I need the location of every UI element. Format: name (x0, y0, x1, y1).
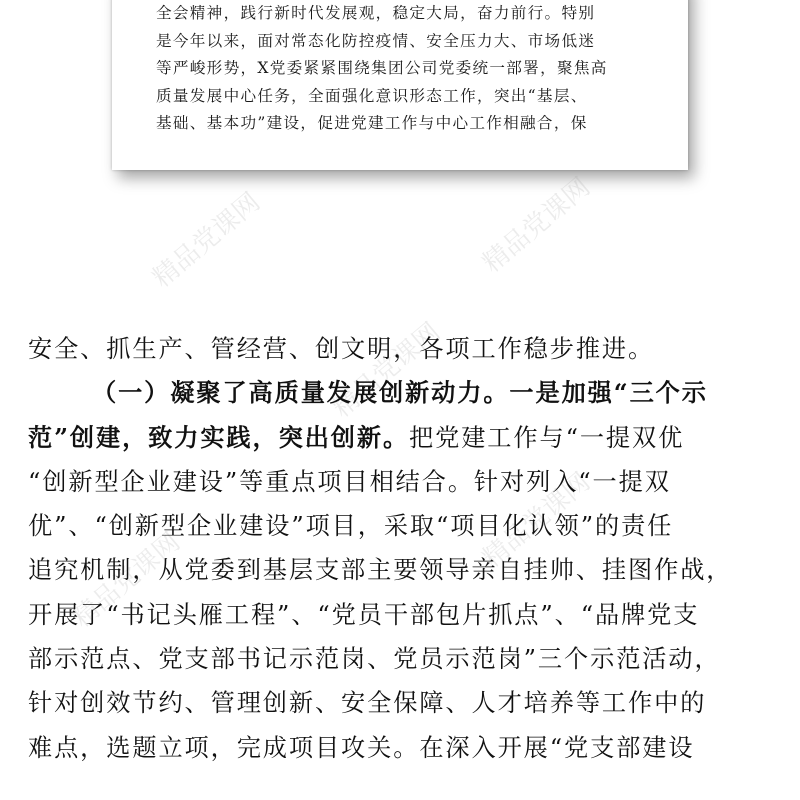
body-line: 难点，选题立项，完成项目攻关。在深入开展“党支部建设 (28, 733, 695, 762)
section-heading-cont: 范”创建，致力实践，突出创新。 (28, 422, 410, 452)
excerpt-line: 全会精神，践行新时代发展观，稳定大局，奋力前行。特别 (156, 4, 596, 22)
excerpt-line: 质量发展中心任务，全面强化意识形态工作，突出“基层、 (156, 86, 588, 105)
body-line: 追究机制，从党委到基层支部主要领导亲自挂帅、挂图作战， (28, 556, 733, 585)
body-line: “创新型企业建设”等重点项目相结合。针对列入“一提双 (28, 467, 671, 496)
excerpt-line: 基础、基本功”建设，促进党建工作与中心工作相融合，保 (156, 114, 588, 132)
excerpt-text (156, 0, 656, 138)
body-line-rest: 把党建工作与“一提双优 (409, 423, 685, 452)
watermark: 精品党课网 (477, 172, 597, 279)
body-line: 开展了“书记头雁工程”、“党员干部包片抓点”、“品牌党支 (28, 600, 700, 629)
body-line: 部示范点、党支部书记示范岗、党员示范岗”三个示范活动， (28, 645, 721, 674)
watermark: 精品党课网 (327, 317, 447, 424)
body-line (28, 416, 780, 460)
body-line: 针对创效节约、管理创新、安全保障、人才培养等工作中的 (28, 689, 707, 718)
watermark: 精品党课网 (477, 467, 597, 574)
section-heading: （一）凝聚了高质量发展创新动力。一是加强“三个示 (92, 378, 708, 408)
excerpt-line: 是今年以来，面对常态化防控疫情、安全压力大、市场低迷 (156, 31, 596, 50)
body-line: 安全、抓生产、管经营、创文明，各项工作稳步推进。 (28, 335, 655, 363)
body-text (28, 327, 780, 770)
watermark: 精品党课网 (67, 527, 187, 634)
excerpt-line: 等严峻形势，X党委紧紧围绕集团公司党委统一部署，聚焦高 (156, 59, 608, 77)
excerpt-card (112, 0, 688, 170)
watermark: 精品党课网 (147, 187, 267, 294)
body-line: 优”、“创新型企业建设”项目，采取“项目化认领”的责任 (28, 512, 674, 541)
